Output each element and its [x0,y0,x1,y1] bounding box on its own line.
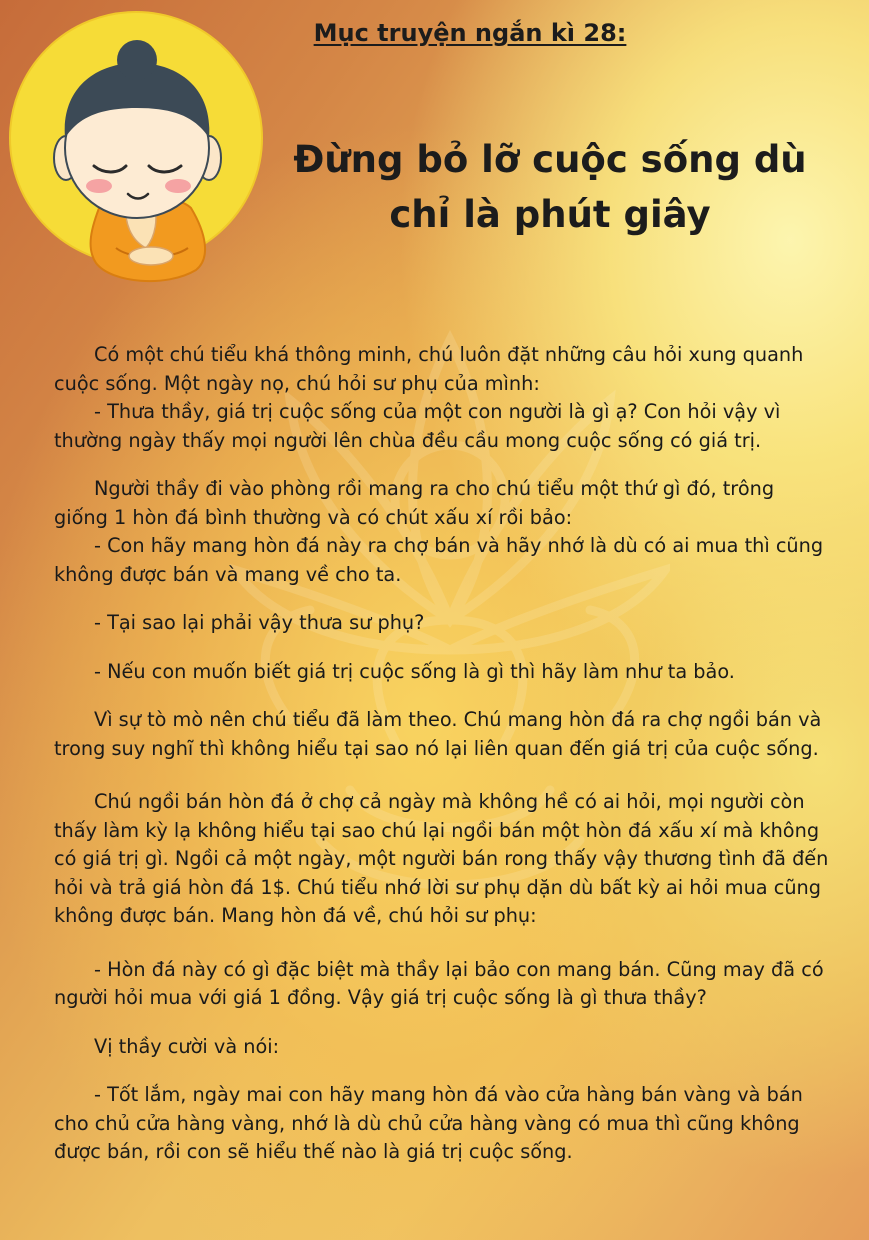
paragraph: - Tại sao lại phải vậy thưa sư phụ? [94,611,425,634]
paragraph: Người thầy đi vào phòng rồi mang ra cho chú tiểu một thứ gì đó, trông giống 1 hòn đá bình thường và có chút xấu xí rồi bảo: [54,477,775,529]
paragraph: - Con hãy mang hòn đá này ra chợ bán và hãy nhớ là dù có ai mua thì cũng không được bán và mang về cho ta. [54,534,824,586]
paragraph: Vị thầy cười và nói: [94,1034,280,1058]
story-title [280,132,820,242]
paragraph: - Thưa thầy, giá trị cuộc sống của một con người là gì ạ? Con hỏi vậy vì thường ngày thấy mọi người lên chùa đều cầu mong cuộc sống có giá trị. [54,400,781,452]
paragraph: Có một chú tiểu khá thông minh, chú luôn đặt những câu hỏi xung quanh cuộc sống. Một ngày nọ, chú hỏi sư phụ của mình: [54,343,804,395]
story-title-line: Đừng bỏ lỡ cuộc sống dù [293,138,807,181]
paragraph: - Hòn đá này có gì đặc biệt mà thầy lại bảo con mang bán. Cũng may đã có người hỏi mua với giá 1 đồng. Vậy giá trị cuộc sống là gì thưa thầy? [54,957,824,1009]
series-title: Mục truyện ngắn kì 28: [313,19,627,47]
paragraph: - Nếu con muốn biết giá trị cuộc sống là gì thì hãy làm như ta bảo. [94,659,735,683]
story-title-line: chỉ là phút giây [389,193,711,236]
paragraph: Chú ngồi bán hòn đá ở chợ cả ngày mà không hề có ai hỏi, mọi người còn thấy làm kỳ lạ không hiểu tại sao chú lại ngồi bán một hòn đá xấu xí mà không có giá trị gì. Ngồi cả một ngày, một người bán rong thấy vậy thương tình đã đến hỏi và trả giá hòn đá 1$. Chú tiểu nhớ lời sư phụ dặn dù bất kỳ ai hỏi mua cũng không được bán. Mang hòn đá về, chú hỏi sư phụ: [54,790,829,927]
meditating-monk-illustration [6,8,268,298]
paragraph: Vì sự tò mò nên chú tiểu đã làm theo. Chú mang hòn đá ra chợ ngồi bán và trong suy nghĩ thì không hiểu tại sao nó lại liên quan đến giá trị của cuộc sống. [54,708,822,760]
story-body [54,341,834,1167]
paragraph: - Tốt lắm, ngày mai con hãy mang hòn đá vào cửa hàng bán vàng và bán cho chủ cửa hàng vàng, nhớ là dù chủ cửa hàng vàng có mua thì cũng không được bán, rồi con sẽ hiểu thế nào là giá trị cuộc sống. [54,1083,803,1163]
